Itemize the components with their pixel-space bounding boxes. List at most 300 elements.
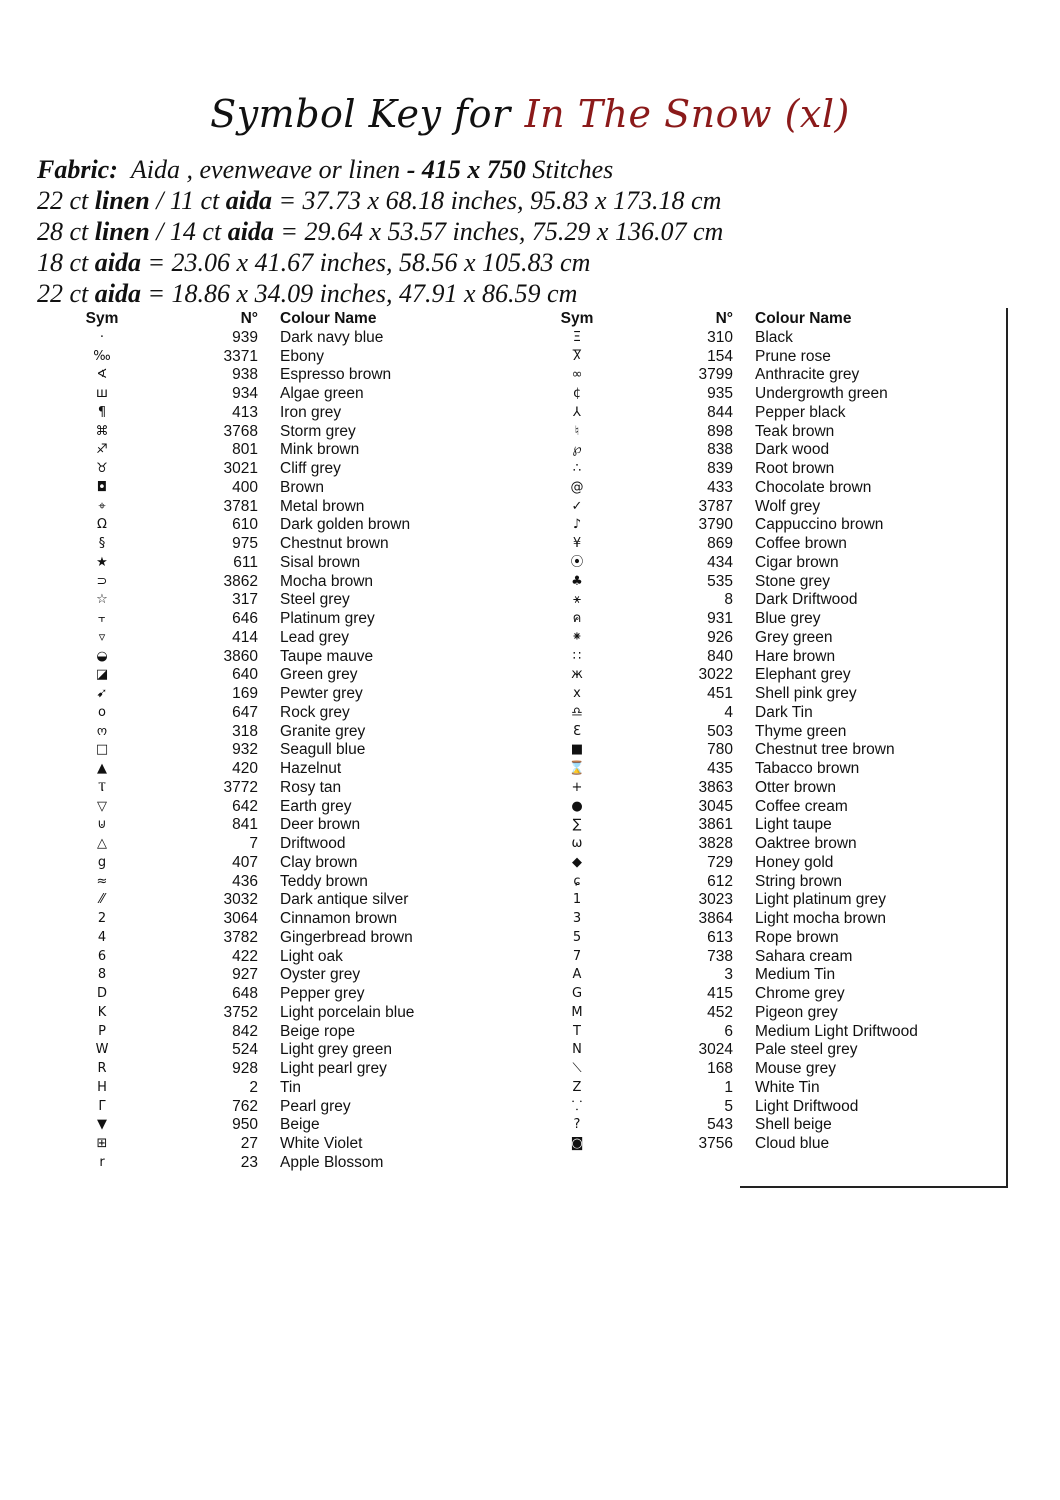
colour-name-cell: Pepper grey: [280, 985, 365, 1002]
size-line: [37, 278, 723, 309]
symbol-cell: M: [571, 1004, 583, 1020]
colour-name-cell: Lead grey: [280, 628, 349, 646]
symbol-cell: ⌘: [95, 423, 109, 439]
symbol-cell: ∞: [571, 367, 583, 383]
colour-name-cell: Shell beige: [755, 1116, 832, 1134]
colour-name-cell: Chrome grey: [755, 985, 845, 1002]
colour-name-cell: Light grey green: [280, 1041, 393, 1059]
number-cell: 926: [707, 628, 733, 646]
symbol-cell: ℘: [572, 442, 582, 458]
number-cell: 801: [232, 441, 258, 459]
colour-name-cell: Rock grey: [280, 703, 350, 721]
number-cell: 613: [707, 928, 733, 946]
symbol-cell: 8: [97, 967, 107, 983]
symbol-cell: ω: [571, 836, 583, 851]
symbol-cell: 3: [572, 911, 582, 926]
colour-name-cell: Steel grey: [280, 591, 350, 609]
number-cell: 842: [232, 1022, 258, 1040]
symbol-cell: N: [572, 1042, 582, 1058]
colour-name-cell: Cigar brown: [755, 553, 839, 571]
number-cell: 3799: [698, 366, 733, 384]
number-cell: 931: [707, 610, 733, 627]
number-cell: 3752: [223, 1003, 258, 1021]
symbol-cell: ♐: [96, 442, 108, 458]
symbol-cell: Ξ: [572, 329, 582, 345]
symbol-cell: ⸪: [571, 1098, 583, 1114]
number-cell: 8: [724, 591, 733, 609]
colour-name-cell: Pale steel grey: [755, 1041, 858, 1059]
colour-name-cell: Cinnamon brown: [280, 910, 398, 927]
number-cell: 433: [707, 478, 733, 496]
symbol-cell: P: [98, 1023, 106, 1039]
colour-name-cell: Teddy brown: [280, 872, 368, 890]
number-cell: 415: [707, 985, 733, 1002]
header-colour-name: Colour Name: [755, 310, 852, 327]
colour-name-cell: Brown: [280, 478, 324, 496]
colour-name-cell: Mouse grey: [755, 1060, 836, 1077]
colour-name-cell: Tabacco brown: [755, 760, 860, 777]
size-line: [37, 247, 723, 278]
colour-name-cell: Otter brown: [755, 778, 836, 796]
symbol-cell: 4: [97, 929, 107, 945]
colour-name-cell: Mink brown: [280, 441, 360, 459]
number-cell: 950: [232, 1116, 258, 1134]
symbol-cell: ◆: [572, 854, 582, 870]
number-cell: 729: [707, 853, 733, 871]
symbol-cell: ♉: [96, 461, 108, 476]
number-cell: 3863: [698, 778, 733, 796]
number-cell: 928: [232, 1060, 258, 1077]
fabric-stitch-word: Stitches: [532, 155, 614, 184]
symbol-cell: Ⲧ: [98, 779, 106, 795]
number-cell: 3021: [223, 460, 258, 477]
number-cell: 6: [724, 1022, 733, 1040]
colour-name-cell: Gingerbread brown: [280, 928, 413, 946]
colour-name-cell: Espresso brown: [280, 366, 392, 384]
symbol-cell: K: [97, 1004, 107, 1020]
symbol-cell: ¥: [572, 536, 582, 551]
number-cell: 611: [233, 553, 258, 571]
number-cell: 407: [232, 853, 258, 871]
symbol-cell: ⅄: [573, 404, 581, 420]
size-sep: / 11 ct: [156, 186, 220, 215]
number-cell: 310: [707, 328, 733, 346]
colour-name-cell: Cappuccino brown: [755, 516, 884, 534]
number-cell: 434: [707, 553, 733, 571]
number-cell: 3787: [698, 497, 733, 515]
symbol-cell: +: [571, 779, 583, 795]
number-cell: 451: [707, 685, 733, 702]
symbol-cell: ★: [96, 554, 108, 570]
colour-name-cell: Platinum grey: [280, 610, 375, 627]
colour-name-cell: Thyme green: [755, 722, 847, 740]
symbol-cell: ☆: [96, 592, 108, 608]
colour-name-cell: Tin: [280, 1078, 301, 1096]
size-fabric: linen: [94, 186, 150, 215]
symbol-cell: ო: [96, 723, 108, 739]
number-cell: 3022: [698, 666, 733, 684]
number-cell: 3772: [223, 778, 258, 796]
size-count: 28 ct: [37, 217, 89, 246]
symbol-cell: ⊍: [97, 817, 107, 833]
symbol-cell: ◙: [570, 1136, 584, 1151]
number-cell: 317: [232, 591, 258, 609]
colour-name-cell: Black: [755, 328, 793, 346]
colour-name-cell: Dark navy blue: [280, 328, 384, 346]
colour-name-cell: Dark Tin: [755, 703, 813, 721]
number-cell: 869: [707, 535, 733, 552]
size-fabric: aida: [94, 279, 141, 308]
number-cell: 535: [707, 572, 733, 590]
symbol-cell: ∷: [572, 648, 582, 664]
colour-name-cell: Coffee cream: [755, 797, 848, 815]
symbol-cell: ⊃: [96, 573, 108, 589]
number-cell: 647: [232, 703, 258, 721]
colour-name-cell: Chocolate brown: [755, 478, 872, 496]
colour-name-cell: White Tin: [755, 1078, 820, 1096]
colour-name-cell: String brown: [755, 872, 843, 890]
symbol-cell: ♎: [571, 704, 583, 720]
symbol-cell: □: [95, 742, 109, 758]
colour-name-cell: Dark golden brown: [280, 516, 411, 534]
symbol-cell: ⊞: [96, 1136, 108, 1151]
colour-name-cell: Elephant grey: [755, 666, 851, 684]
size-dimensions: = 23.06 x 41.67 inches, 58.56 x 105.83 cm: [147, 248, 591, 277]
number-cell: 3864: [698, 910, 733, 927]
colour-name-cell: Cliff grey: [280, 460, 341, 477]
number-cell: 3828: [698, 835, 733, 852]
number-cell: 414: [232, 628, 258, 646]
size-dimensions: = 37.73 x 68.18 inches, 95.83 x 173.18 cm: [278, 186, 722, 215]
colour-name-cell: Prune rose: [755, 347, 831, 365]
number-cell: 840: [707, 647, 733, 665]
colour-name-cell: Chestnut tree brown: [755, 741, 895, 759]
number-cell: 975: [232, 535, 258, 552]
number-cell: 898: [707, 422, 733, 440]
symbol-cell: ✓: [571, 498, 583, 514]
number-cell: 3861: [698, 816, 733, 834]
symbol-cell: ♮: [574, 423, 580, 439]
colour-name-cell: Root brown: [755, 460, 835, 477]
symbol-cell: ⟍: [572, 1061, 582, 1076]
number-cell: 841: [232, 816, 258, 834]
colour-name-cell: Light oak: [280, 947, 343, 965]
size-count: 22 ct: [37, 279, 89, 308]
colour-name-cell: Seagull blue: [280, 741, 366, 759]
size-line: [37, 185, 723, 216]
colour-name-cell: Iron grey: [280, 403, 342, 421]
symbol-cell: ♪: [572, 517, 582, 533]
symbol-cell: ⫟: [98, 611, 106, 626]
colour-name-cell: Stone grey: [755, 572, 830, 590]
symbol-cell: 2: [97, 911, 107, 926]
colour-name-cell: Beige: [280, 1116, 320, 1134]
colour-name-cell: White Violet: [280, 1135, 363, 1152]
colour-name-cell: Medium Light Driftwood: [755, 1022, 918, 1040]
number-cell: 640: [232, 666, 258, 684]
colour-name-cell: Pigeon grey: [755, 1003, 838, 1021]
symbol-cell: G: [571, 986, 583, 1001]
size-dimensions: = 18.86 x 34.09 inches, 47.91 x 86.59 cm: [147, 279, 578, 308]
colour-name-cell: Dark Driftwood: [755, 591, 858, 609]
number-cell: 168: [707, 1060, 733, 1077]
symbol-cell: T: [573, 1023, 581, 1039]
colour-name-cell: Pepper black: [755, 403, 846, 421]
number-cell: 420: [232, 760, 258, 777]
table-border-right: [1006, 308, 1008, 1188]
symbol-cell: Ω: [97, 517, 107, 533]
symbol-cell: ?: [573, 1117, 581, 1133]
number-cell: 3782: [223, 928, 258, 946]
colour-name-cell: Anthracite grey: [755, 366, 860, 384]
colour-name-cell: Metal brown: [280, 497, 365, 515]
header-number: N°: [715, 310, 733, 327]
colour-name-cell: Rope brown: [755, 928, 839, 946]
number-cell: 927: [232, 966, 258, 984]
colour-name-cell: Teak brown: [755, 422, 835, 440]
header-colour-name: Colour Name: [280, 310, 377, 327]
number-cell: 932: [232, 741, 258, 759]
symbol-cell: §: [98, 536, 106, 551]
colour-name-cell: Storm grey: [280, 422, 356, 440]
header-sym: Sym: [85, 310, 119, 327]
symbol-cell: ≈: [96, 873, 108, 889]
number-cell: 524: [232, 1041, 258, 1059]
size-count: 22 ct: [37, 186, 89, 215]
colour-name-cell: Apple Blossom: [280, 1153, 384, 1171]
page-title: [0, 92, 1060, 136]
symbol-cell: ·: [99, 329, 105, 345]
number-cell: 934: [232, 385, 258, 402]
number-cell: 436: [232, 872, 258, 890]
symbol-cell: ¶: [97, 404, 107, 420]
number-cell: 503: [707, 722, 733, 740]
number-cell: 939: [232, 328, 258, 346]
number-cell: 642: [232, 797, 258, 815]
fabric-types: Aida , evenweave or linen: [130, 155, 401, 184]
colour-name-cell: Pearl grey: [280, 1097, 351, 1115]
symbol-cell: ◒: [96, 648, 108, 664]
symbol-cell: ж: [571, 667, 583, 683]
number-cell: 839: [707, 460, 733, 477]
number-cell: 3371: [223, 347, 258, 365]
symbol-cell: ∑: [572, 817, 582, 833]
number-cell: 452: [707, 1003, 733, 1021]
number-cell: 169: [232, 685, 258, 702]
colour-name-cell: Dark wood: [755, 441, 830, 459]
colour-name-cell: Clay brown: [280, 853, 358, 871]
number-cell: 2: [249, 1078, 258, 1096]
symbol-cell: g: [97, 854, 107, 870]
number-cell: 844: [707, 403, 733, 421]
symbol-cell: Ⴟ: [572, 348, 582, 364]
colour-name-cell: Green grey: [280, 666, 358, 684]
number-cell: 3862: [223, 572, 258, 590]
number-cell: 3032: [223, 891, 258, 909]
symbol-cell: ♣: [571, 573, 583, 589]
symbol-cell: ➹: [96, 686, 108, 701]
symbol-cell: ◘: [96, 479, 108, 495]
number-cell: 935: [707, 385, 733, 402]
colour-name-cell: Earth grey: [280, 797, 352, 815]
symbol-cell: ∢: [96, 367, 108, 383]
fabric-dash: -: [406, 155, 416, 184]
colour-name-cell: Light taupe: [755, 816, 832, 834]
size-fabric-alt: aida: [227, 217, 274, 246]
symbol-cell: R: [97, 1061, 107, 1076]
colour-name-cell: Dark antique silver: [280, 891, 409, 909]
colour-name-cell: Cloud blue: [755, 1135, 830, 1152]
number-cell: 648: [232, 985, 258, 1002]
symbol-cell: 6: [97, 948, 107, 964]
symbol-cell: r: [99, 1154, 105, 1170]
symbol-cell: ◪: [95, 667, 109, 683]
colour-name-cell: Taupe mauve: [280, 647, 374, 665]
number-cell: 610: [232, 516, 258, 534]
colour-name-cell: Shell pink grey: [755, 685, 857, 702]
colour-name-cell: Light mocha brown: [755, 910, 886, 927]
fabric-label: Fabric:: [37, 155, 118, 184]
number-cell: 4: [724, 703, 733, 721]
number-cell: 27: [240, 1135, 258, 1152]
symbol-cell: Ɛ: [573, 723, 581, 739]
fabric-line: [37, 154, 723, 185]
fabric-stitch-count: 415 x 750: [421, 155, 526, 184]
size-dimensions: = 29.64 x 53.57 inches, 75.29 x 136.07 cm: [280, 217, 724, 246]
number-cell: 422: [232, 947, 258, 965]
number-cell: 543: [707, 1116, 733, 1134]
size-fabric: aida: [94, 248, 141, 277]
colour-name-cell: Undergrowth green: [755, 385, 888, 402]
symbol-cell: ш: [96, 386, 108, 401]
symbol-cell: ⚹: [573, 592, 581, 608]
colour-name-cell: Deer brown: [280, 816, 361, 834]
title-prefix: Symbol Key for: [210, 92, 511, 136]
fabric-info: [37, 154, 723, 309]
symbol-cell: @: [570, 479, 584, 495]
colour-name-cell: Granite grey: [280, 722, 366, 740]
symbol-cell: ∴: [572, 461, 582, 476]
symbol-cell: Γ: [98, 1098, 106, 1114]
colour-name-cell: Hazelnut: [280, 760, 342, 777]
colour-name-cell: Wolf grey: [755, 497, 821, 515]
symbol-cell: ●: [571, 798, 583, 814]
colour-name-cell: Chestnut brown: [280, 535, 389, 552]
symbol-cell: ⦿: [570, 554, 584, 570]
colour-name-cell: Mocha brown: [280, 572, 374, 590]
colour-name-cell: Light porcelain blue: [280, 1003, 415, 1021]
colour-name-cell: Driftwood: [280, 835, 346, 852]
number-cell: 435: [707, 760, 733, 777]
colour-name-cell: Hare brown: [755, 647, 836, 665]
number-cell: 762: [232, 1097, 258, 1115]
number-cell: 3045: [698, 797, 733, 815]
symbol-cell: 5: [572, 929, 582, 945]
number-cell: 780: [707, 741, 733, 759]
symbol-cell: ⁄⁄: [99, 892, 105, 908]
colour-name-cell: Beige rope: [280, 1022, 355, 1040]
symbol-cell: ɕ: [573, 873, 581, 889]
colour-name-cell: Medium Tin: [755, 966, 836, 984]
number-cell: 3790: [698, 516, 733, 534]
number-cell: 3768: [223, 422, 258, 440]
colour-name-cell: Rosy tan: [280, 778, 342, 796]
symbol-cell: 1: [572, 892, 582, 908]
symbol-cell: ▼: [97, 1117, 107, 1133]
colour-name-cell: Honey gold: [755, 853, 834, 871]
symbol-cell: ▲: [97, 761, 107, 776]
colour-name-cell: Grey green: [755, 628, 833, 646]
header-sym: Sym: [560, 310, 594, 327]
number-cell: 3023: [698, 891, 733, 909]
size-line: [37, 216, 723, 247]
header-number: N°: [240, 310, 258, 327]
symbol-cell: 7: [572, 948, 582, 964]
size-count: 18 ct: [37, 248, 89, 277]
number-cell: 1: [724, 1078, 733, 1096]
symbol-cell: ■: [570, 742, 584, 758]
number-cell: 838: [707, 441, 733, 459]
symbol-cell: W: [95, 1042, 109, 1058]
symbol-cell: ▽: [97, 798, 107, 814]
symbol-cell: o: [98, 704, 106, 720]
number-cell: 23: [240, 1153, 258, 1171]
number-cell: 3: [724, 966, 733, 984]
number-cell: 3024: [698, 1041, 733, 1059]
title-pattern-name: In The Snow (xl): [524, 92, 850, 136]
symbol-cell: ▿: [98, 629, 106, 645]
number-cell: 738: [707, 947, 733, 965]
number-cell: 612: [707, 872, 733, 890]
number-cell: 3781: [223, 497, 258, 515]
colour-name-cell: Oyster grey: [280, 966, 361, 984]
symbol-cell: ¢: [572, 386, 582, 401]
number-cell: 318: [232, 722, 258, 740]
symbol-cell: ⁕: [571, 629, 583, 645]
colour-name-cell: Light pearl grey: [280, 1060, 387, 1077]
size-fabric-alt: aida: [225, 186, 272, 215]
symbol-cell: Z: [572, 1079, 582, 1095]
colour-name-cell: Blue grey: [755, 610, 821, 627]
number-cell: 413: [232, 403, 258, 421]
number-cell: 938: [232, 366, 258, 384]
size-fabric: linen: [94, 217, 150, 246]
number-cell: 3860: [223, 647, 258, 665]
number-cell: 400: [232, 478, 258, 496]
table-border-bottom: [740, 1186, 1008, 1188]
colour-name-cell: Sahara cream: [755, 947, 853, 965]
number-cell: 5: [724, 1097, 733, 1115]
number-cell: 3756: [698, 1135, 733, 1152]
colour-name-cell: Light platinum grey: [755, 891, 886, 909]
symbol-cell: H: [97, 1079, 107, 1095]
symbol-cell: x: [573, 686, 581, 701]
number-cell: 7: [249, 835, 258, 852]
symbol-cell: D: [96, 986, 107, 1001]
size-sep: / 14 ct: [156, 217, 222, 246]
symbol-cell: ‰: [93, 348, 111, 364]
colour-name-cell: Algae green: [280, 385, 364, 402]
symbol-cell: ⌛: [568, 761, 586, 776]
colour-name-cell: Oaktree brown: [755, 835, 857, 852]
colour-name-cell: Pewter grey: [280, 685, 363, 702]
symbol-cell: △: [97, 836, 107, 851]
colour-name-cell: Sisal brown: [280, 553, 361, 571]
number-cell: 3064: [223, 910, 258, 927]
colour-name-cell: Light Driftwood: [755, 1097, 859, 1115]
colour-name-cell: Ebony: [280, 347, 324, 365]
symbol-cell: ค: [572, 611, 582, 626]
